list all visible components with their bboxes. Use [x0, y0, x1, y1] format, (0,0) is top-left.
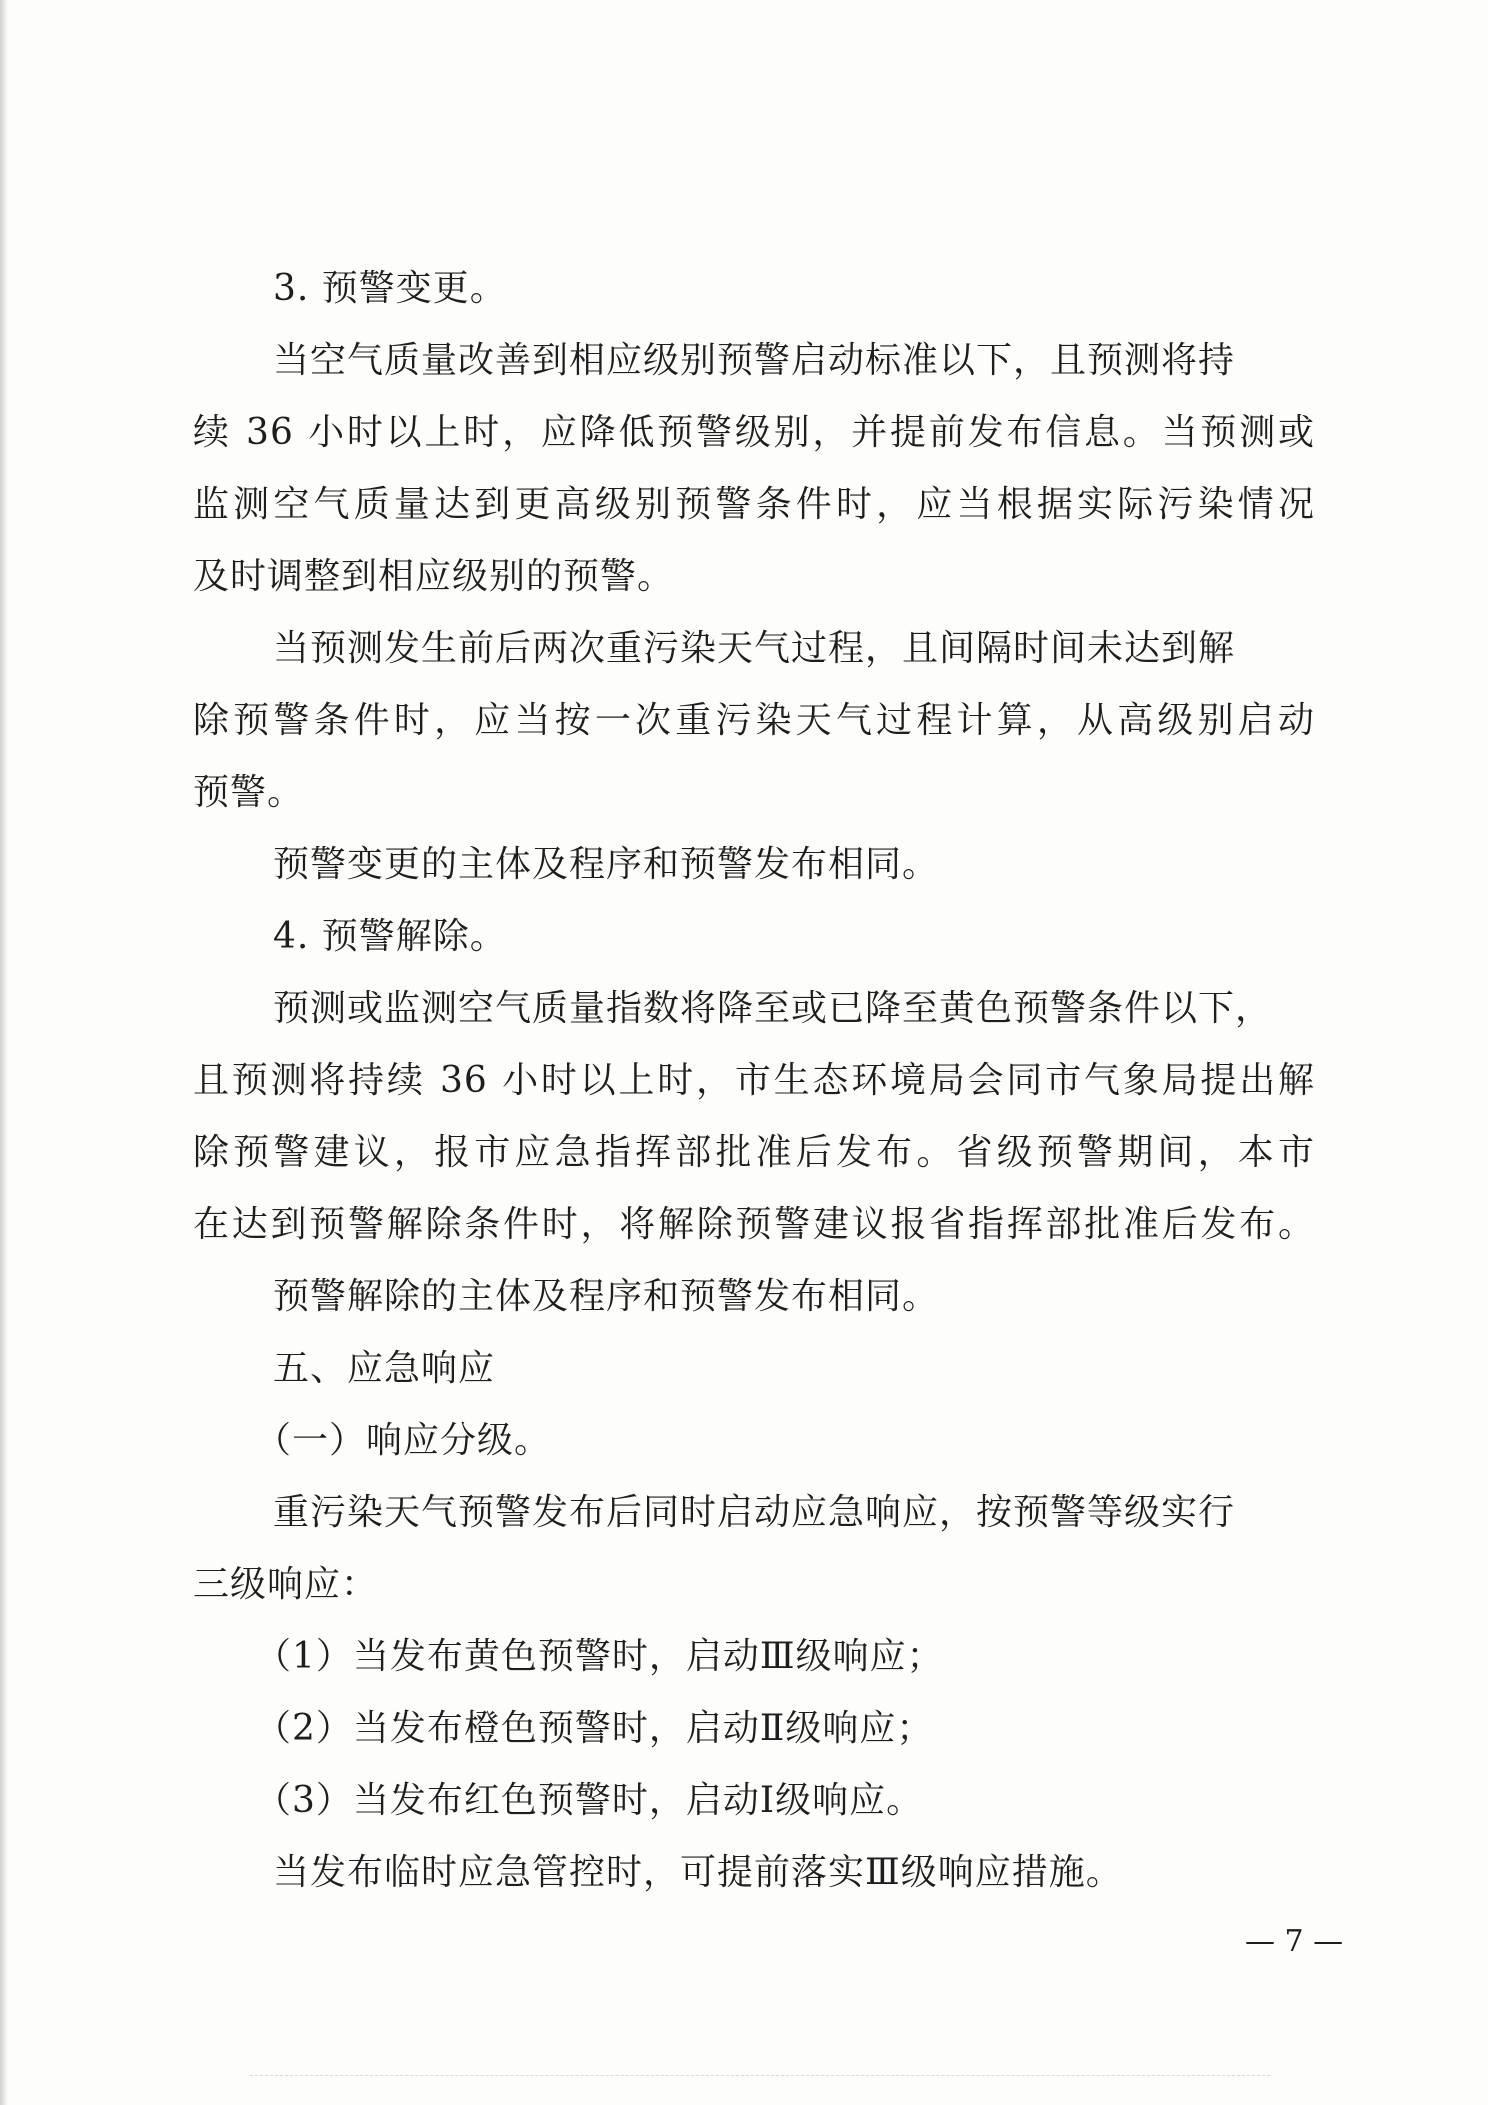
paragraph-line: 预警解除的主体及程序和预警发布相同。: [273, 1276, 940, 1317]
section-heading-emergency-response: 五、应急响应: [273, 1348, 496, 1389]
subheading-warning-change: 3. 预警变更。: [273, 268, 507, 309]
subheading-response-levels: （一）响应分级。: [255, 1420, 552, 1461]
scan-bottom-marks: [250, 2075, 1270, 2082]
paragraph-line: 续 36 小时以上时，应降低预警级别，并提前发布信息。当预测或: [193, 412, 1315, 453]
paragraph-line: 当发布临时应急管控时，可提前落实Ⅲ级响应措施。: [273, 1852, 1123, 1893]
subheading-warning-lift: 4. 预警解除。: [273, 916, 507, 957]
paragraph-line: 监测空气质量达到更高级别预警条件时，应当根据实际污染情况: [193, 484, 1315, 525]
paragraph-line: 预警。: [193, 772, 305, 813]
paragraph-line: 预测或监测空气质量指数将降至或已降至黄色预警条件以下，: [273, 988, 1273, 1029]
paragraph-line: 预警变更的主体及程序和预警发布相同。: [273, 844, 940, 885]
paragraph-line: 及时调整到相应级别的预警。: [193, 556, 675, 597]
paragraph-line: 当预测发生前后两次重污染天气过程，且间隔时间未达到解: [273, 628, 1236, 669]
page-number: — 7 —: [1245, 1924, 1344, 1959]
list-item: （3）当发布红色预警时，启动Ⅰ级响应。: [255, 1780, 924, 1821]
list-item: （1）当发布黄色预警时，启动Ⅲ级响应；: [255, 1636, 944, 1677]
paragraph-line: 当空气质量改善到相应级别预警启动标准以下，且预测将持: [273, 340, 1236, 381]
paragraph-line: 重污染天气预警发布后同时启动应急响应，按预警等级实行: [273, 1492, 1236, 1533]
paragraph-line: 在达到预警解除条件时，将解除预警建议报省指挥部批准后发布。: [193, 1204, 1315, 1245]
paragraph-line: 除预警条件时，应当按一次重污染天气过程计算，从高级别启动: [193, 700, 1315, 741]
paragraph-line: 且预测将持续 36 小时以上时，市生态环境局会同市气象局提出解: [193, 1060, 1315, 1101]
paragraph-line: 除预警建议，报市应急指挥部批准后发布。省级预警期间，本市: [193, 1132, 1315, 1173]
scan-edge: [0, 0, 8, 2105]
paragraph-line: 三级响应：: [193, 1564, 379, 1605]
list-item: （2）当发布橙色预警时，启动Ⅱ级响应；: [255, 1708, 934, 1749]
